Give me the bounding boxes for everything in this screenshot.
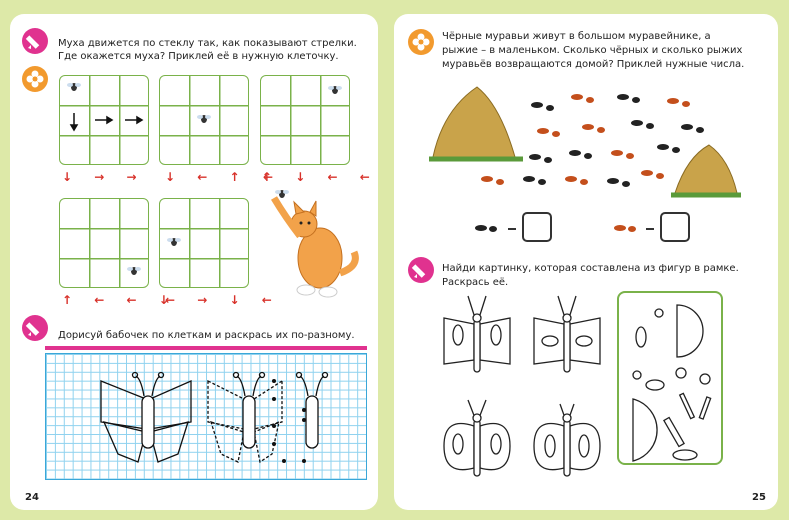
ant-icon-red: [612, 220, 642, 236]
answer-box-red-ants[interactable]: [660, 212, 690, 242]
flower-badge-icon: [22, 66, 48, 92]
shapes-in-frame: [619, 293, 721, 463]
fly-grid-4[interactable]: [59, 198, 149, 288]
task3-text-line1: Чёрные муравьи живут в большом муравейнике, а: [442, 31, 711, 42]
fly-icon: [260, 75, 350, 165]
fly-icon: [159, 198, 249, 288]
butterfly-option-3: [444, 400, 510, 476]
page-number-right: 25: [752, 492, 766, 503]
pencil-badge-icon: [22, 28, 48, 54]
arrows-grid3: ← ↓ ← ←: [263, 170, 379, 184]
fly-grid-5[interactable]: [159, 198, 249, 288]
big-anthill: [433, 87, 515, 157]
fly-icon: [159, 75, 249, 165]
butterfly-option-4: [534, 404, 600, 476]
anthill-scene: [425, 75, 745, 200]
fly-grid-1[interactable]: [59, 75, 149, 165]
arrows-grid1: ↓ → →: [62, 170, 146, 184]
task1-text-line1: Муха движется по стеклу так, как показывают стрелки.: [58, 38, 357, 49]
task2-text: Дорисуй бабочек по клеткам и раскрась их по-разному.: [58, 330, 355, 341]
task4-text-line1: Найди картинку, которая составлена из фигур в рамке.: [442, 263, 739, 274]
fly-icon: [59, 198, 149, 288]
task4-text-line2: Раскрась её.: [442, 277, 509, 288]
butterfly-options: [436, 288, 612, 484]
cat-illustration: [258, 188, 368, 306]
page-number-left: 24: [25, 492, 39, 503]
task1-text-line2: Где окажется муха? Приклей её в нужную клеточку.: [58, 51, 339, 62]
task3-text-line3: муравьёв возвращаются домой? Приклей нужные числа.: [442, 59, 745, 70]
pencil-badge-icon: [22, 315, 48, 341]
fly-grid-2[interactable]: [159, 75, 249, 165]
small-anthill: [675, 145, 737, 193]
flower-badge-icon: [408, 29, 434, 55]
pencil-badge-icon: [408, 257, 434, 283]
dash: [646, 228, 654, 230]
butterfly-option-2: [534, 296, 600, 372]
arrows-grid2: ↓ ← ↑ ↑: [165, 170, 281, 184]
fly-grid-3[interactable]: [260, 75, 350, 165]
butterfly-option-1: [444, 296, 510, 372]
divider-stripe: [45, 346, 367, 350]
task3-text-line2: рыжие – в маленьком. Сколько чёрных и сколько рыжих: [442, 45, 743, 56]
arrows-grid5: ← → ↓ ←: [165, 293, 281, 307]
butterfly-drawings: [46, 354, 368, 481]
ant-icon-black: [473, 220, 503, 236]
fly-icon: [59, 75, 149, 165]
arrows-grid4: ↑ ← ← ↓: [62, 293, 178, 307]
dash: [508, 228, 516, 230]
shapes-frame: [617, 291, 723, 465]
answer-box-black-ants[interactable]: [522, 212, 552, 242]
grid-paper[interactable]: [45, 353, 367, 480]
